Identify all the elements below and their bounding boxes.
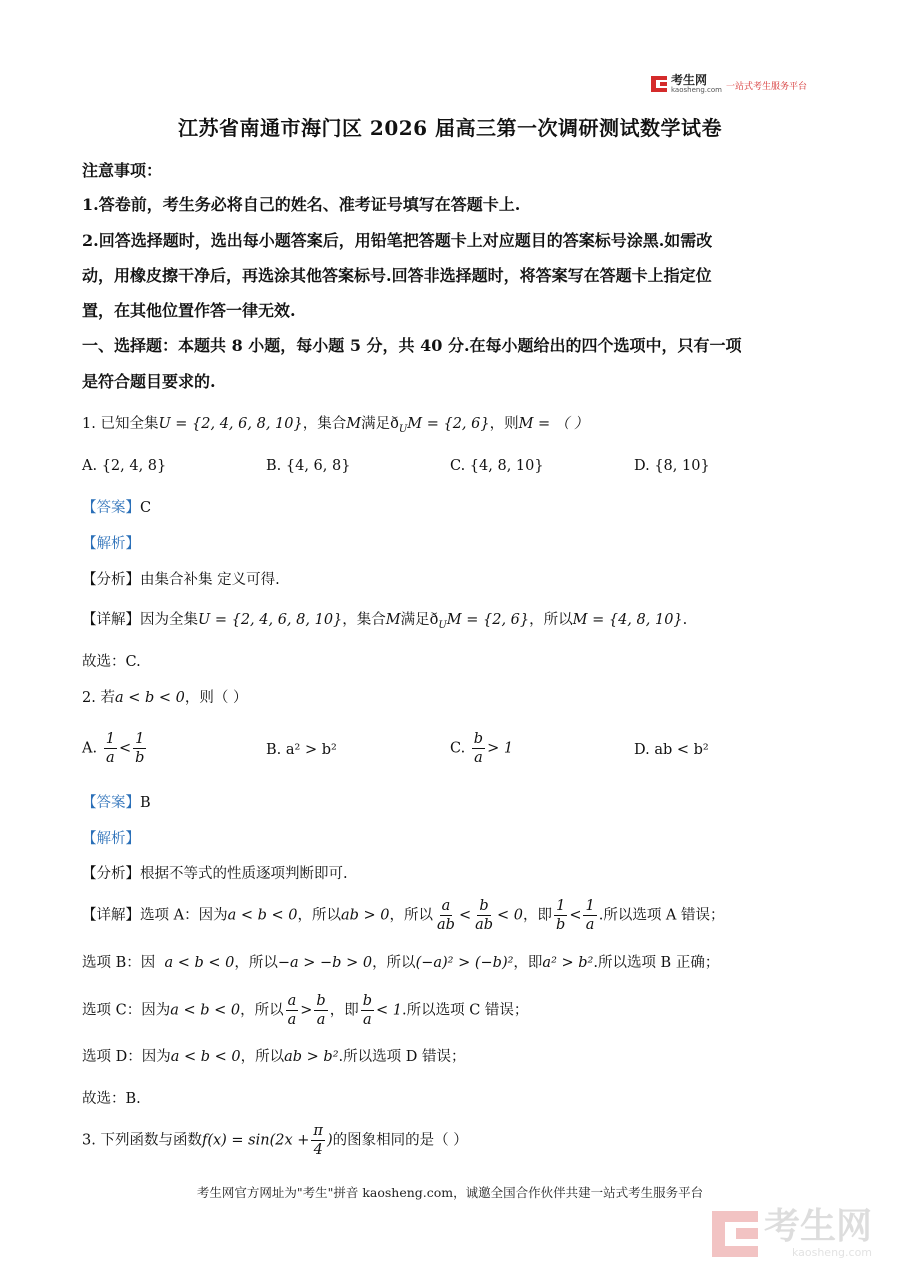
q2-detail-a: 【详解】选项 A：因为a < b < 0，所以ab > 0，所以 $\frac{a}{ab}$ < $\frac{b}{ab}$ < 0，即 $\frac{1}{b}$ < $\frac{1}{a}$ .所以选项 A 错误； [82, 898, 725, 933]
watermark-text: 考生网 [764, 1206, 873, 1247]
q1-analysis-tag: 【解析】 [82, 536, 140, 552]
q2-detail-c: 选项 C：因为a < b < 0，所以 $\frac{a}{a}$ > $\frac{b}{a}$ ，即 $\frac{b}{a}$ < 1.所以选项 C 错误； [82, 993, 529, 1028]
logo-brand: 考生网 [671, 73, 708, 87]
q2-option-c: C. $\frac{b}{a}$ > 1 [450, 731, 514, 766]
section-1-line-2: 是符合题目要求的. [82, 372, 216, 391]
q1-option-c: C. {4, 8, 10} [450, 458, 544, 474]
q2-option-a: A. $\frac{1}{a}$ < $\frac{1}{b}$ [82, 731, 145, 766]
q2-analysis-tag: 【解析】 [82, 831, 140, 847]
notice-item-1: 1.答卷前，考生务必将自己的姓名、准考证号填写在答题卡上. [82, 195, 521, 214]
q2-answer: 【答案】B [82, 795, 151, 811]
section-1-line-1: 一、选择题：本题共 8 小题，每小题 5 分，共 40 分.在每小题给出的四个选项中，只有一项 [82, 336, 742, 355]
notice-item-2-line-3: 置，在其他位置作答一律无效. [82, 301, 296, 320]
q2-stem: 2. 若a < b < 0，则（ ） [82, 690, 248, 706]
q1-option-b: B. {4, 6, 8} [266, 458, 351, 474]
watermark-logo-icon [712, 1211, 758, 1257]
q1-stem: 1. 已知全集U = {2, 4, 6, 8, 10}，集合M满足$ð_UM = \{2$, 6}，则M = （ ） [82, 416, 589, 435]
q1-option-d: D. {8, 10} [634, 458, 710, 474]
notice-item-2-line-1: 2.回答选择题时，选出每小题答案后，用铅笔把答题卡上对应题目的答案标号涂黑.如需改 [82, 231, 713, 250]
q2-detail-d: 选项 D：因为a < b < 0，所以ab > b².所以选项 D 错误； [82, 1049, 466, 1065]
logo-slogan: 一站式考生服务平台 [725, 81, 807, 92]
q1-fenxi: 【分析】由集合补集 定义可得. [82, 572, 280, 588]
q2-option-b: B. a² > b² [266, 742, 337, 758]
watermark [712, 1208, 872, 1259]
kaosheng-logo-icon [651, 76, 667, 92]
q3-stem: 3. 下列函数与函数f(x) = sin(2x + $\frac{\pi}{4}$ )的图象相同的是（ ） [82, 1123, 468, 1158]
logo-domain: kaosheng.com [671, 86, 722, 94]
header-logo[interactable] [651, 74, 807, 94]
watermark-domain: kaosheng.com [791, 1246, 873, 1259]
q2-conclusion: 故选：B. [82, 1091, 141, 1107]
q2-fenxi: 【分析】根据不等式的性质逐项判断即可. [82, 866, 348, 882]
q1-conclusion: 故选：C. [82, 654, 141, 670]
page-footer: 考生网官方网址为"考生"拼音 kaosheng.com，诚邀全国合作伙伴共建一站式考生服务平台 [196, 1185, 704, 1200]
notice-item-2-line-2: 动，用橡皮擦干净后，再选涂其他答案标号.回答非选择题时，将答案写在答题卡上指定位 [82, 266, 712, 285]
notice-heading: 注意事项： [82, 161, 163, 180]
q1-answer: 【答案】C [82, 500, 152, 516]
exam-title: 江苏省南通市海门区 2026 届高三第一次调研测试数学试卷 [177, 116, 723, 140]
q2-detail-b: 选项 B：因 a < b < 0，所以−a > −b > 0，所以(−a)² > (−b)²，即a² > b².所以选项 B 正确； [82, 955, 720, 971]
q1-option-a: A. {2, 4, 8} [82, 458, 167, 474]
q2-option-d: D. ab < b² [634, 742, 709, 758]
q1-detail: 【详解】因为全集U = {2, 4, 6, 8, 10}，集合M满足$ð_UM = \{2$, 6}，所以M = {4, 8, 10}. [82, 612, 688, 631]
